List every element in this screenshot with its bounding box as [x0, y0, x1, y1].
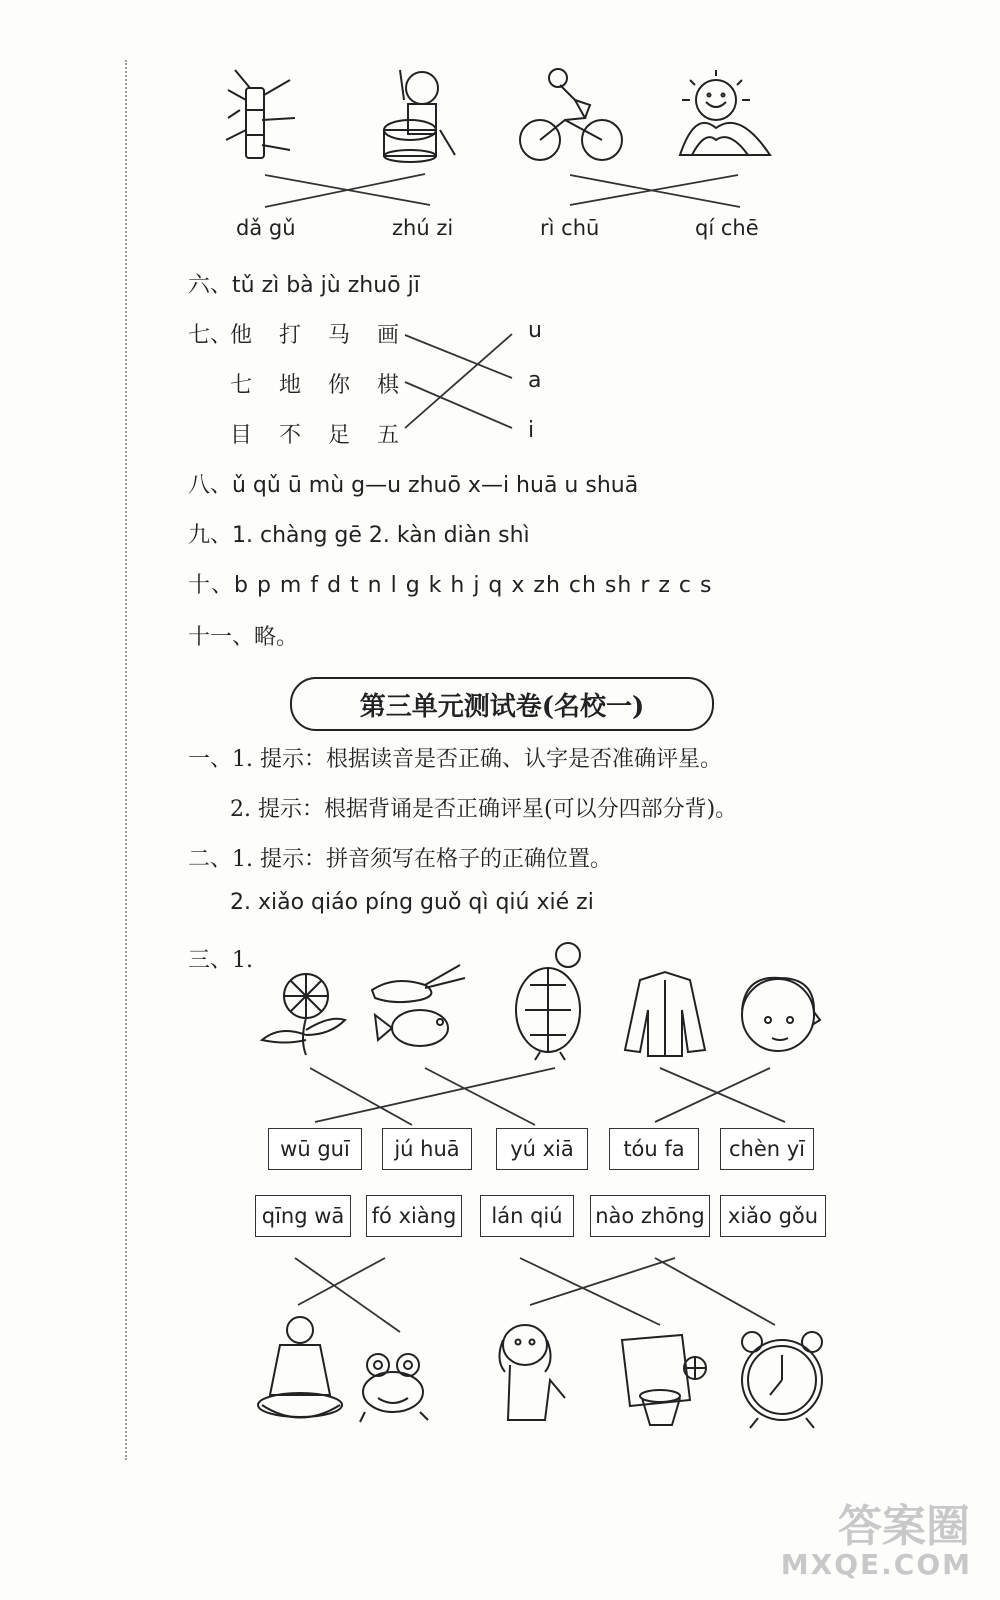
girl-head-icon — [742, 978, 820, 1051]
box-yu-xia: yú xiā — [496, 1128, 588, 1170]
seven-letter-a: a — [528, 368, 542, 393]
row2-match-lines — [295, 1258, 775, 1332]
item-ten: 十、b p m f d t n l g k h j q x zh ch sh r z c s — [188, 573, 713, 598]
frog-icon — [360, 1354, 428, 1422]
jacket-icon — [625, 972, 705, 1056]
shrimp-fish-icon — [372, 965, 465, 1046]
pinyin-da-gu: dǎ gǔ — [236, 216, 296, 240]
bamboo-icon — [226, 70, 295, 158]
box-qing-wa: qīng wā — [255, 1195, 351, 1237]
box-ju-hua: jú huā — [382, 1128, 472, 1170]
pinyin-ri-chu: rì chū — [540, 216, 600, 240]
item-seven-label: 七、 — [188, 323, 233, 348]
puppy-icon — [499, 1325, 565, 1420]
unit3-q1-1: 一、1. 提示：根据读音是否正确、认字是否准确评星。 — [188, 747, 722, 772]
pinyin-zhu-zi: zhú zi — [392, 216, 454, 240]
item-eight: 八、ǔ qǔ ū mù g—u zhuō x—i huā u shuā — [188, 473, 639, 498]
seven-match-lines — [405, 334, 512, 428]
top-match-lines — [265, 174, 740, 207]
unit3-q2-2: 2. xiǎo qiáo píng guǒ qì qiú xié zi — [230, 890, 594, 915]
item-six: 六、tǔ zì bà jù zhuō jī — [188, 273, 420, 298]
unit3-q1-2: 2. 提示：根据背诵是否正确评星(可以分四部分背)。 — [230, 797, 738, 822]
box-xiao-gou: xiǎo gǒu — [720, 1195, 826, 1237]
box-nao-zhong: nào zhōng — [590, 1195, 710, 1237]
seven-letter-i: i — [528, 418, 535, 443]
seven-row-1: 他 打 马 画 — [230, 323, 409, 348]
chrysanthemum-icon — [262, 974, 345, 1055]
box-fo-xiang: fó xiàng — [366, 1195, 462, 1237]
box-tou-fa: tóu fa — [609, 1128, 699, 1170]
drummer-icon — [384, 70, 455, 162]
seven-letter-u: u — [528, 318, 542, 343]
row1-match-lines — [310, 1068, 785, 1125]
item-eleven: 十一、略。 — [188, 625, 299, 650]
watermark-url: MXQE.COM — [780, 1548, 972, 1581]
unit3-q2-1: 二、1. 提示：拼音须写在格子的正确位置。 — [188, 847, 612, 872]
seven-row-2: 七 地 你 棋 — [230, 373, 409, 398]
cyclist-icon — [520, 69, 622, 160]
alarm-clock-icon — [742, 1332, 822, 1428]
seven-row-3: 目 不 足 五 — [230, 423, 409, 448]
section-title: 第三单元测试卷(名校一) — [290, 677, 714, 731]
turtle-icon — [516, 943, 580, 1060]
buddha-statue-icon — [258, 1317, 342, 1418]
pinyin-qi-che: qí chē — [695, 216, 759, 240]
item-nine: 九、1. chàng gē 2. kàn diàn shì — [188, 523, 530, 548]
box-chen-yi: chèn yī — [720, 1128, 814, 1170]
sunrise-icon — [680, 70, 770, 155]
box-lan-qiu: lán qiú — [480, 1195, 574, 1237]
basketball-hoop-icon — [622, 1335, 706, 1425]
box-wu-gui: wū guī — [268, 1128, 362, 1170]
watermark-logo: 答案圈 — [838, 1501, 970, 1552]
unit3-q3-label: 三、1. — [188, 948, 253, 973]
